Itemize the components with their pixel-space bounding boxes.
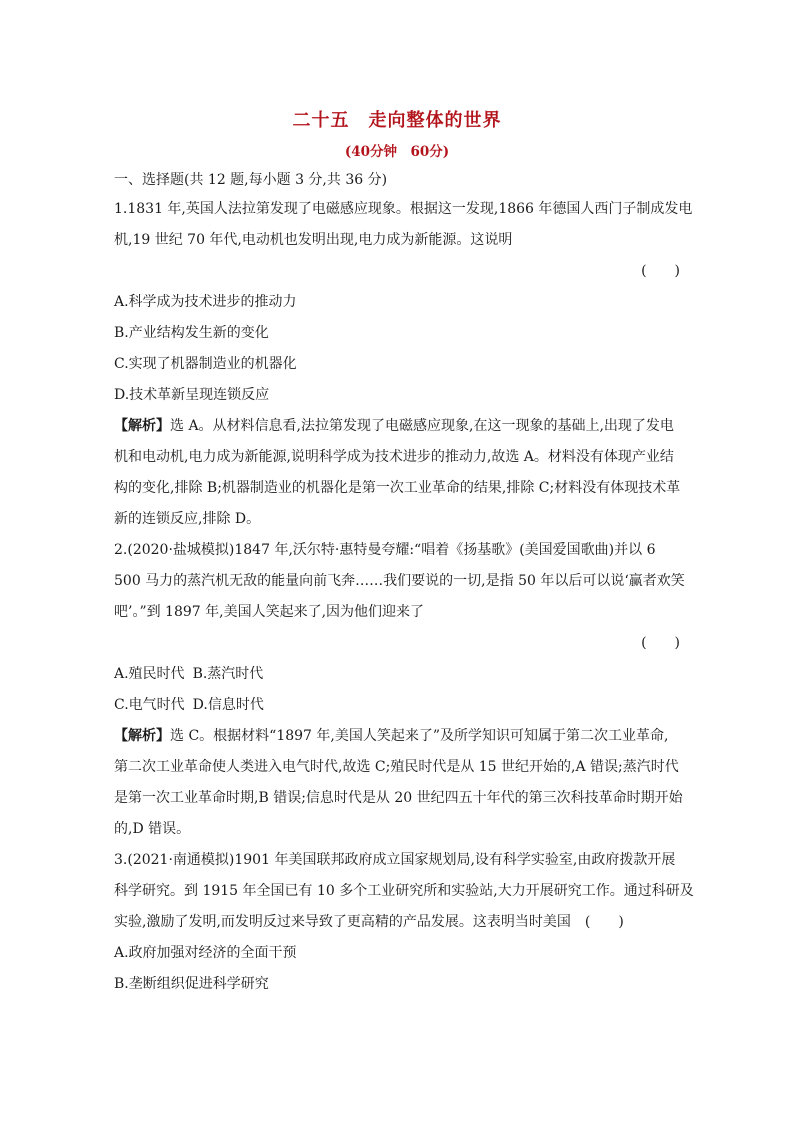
- analysis-text: 选 C。根据材料“1897 年,美国人笑起来了”及所学知识可知属于第二次工业革命,: [170, 728, 669, 744]
- question-3-option-a: A.政府加强对经济的全面干预: [114, 945, 297, 961]
- question-2-option-c: C.电气时代: [114, 697, 185, 713]
- question-3: [114, 845, 694, 1000]
- question-1-stem-line-1: 1.1831 年,英国人法拉第发现了电磁感应现象。根据这一发现,1866 年德国人西门子制成发电: [114, 201, 693, 217]
- page-subtitle: (40分钟 60分): [344, 144, 450, 160]
- question-2-option-d: D.信息时代: [192, 697, 264, 713]
- section-heading: 一、选择题(共 12 题,每小题 3 分,共 36 分): [114, 172, 388, 188]
- question-2-option-b: B.蒸汽时代: [192, 666, 264, 682]
- question-2-analysis-line-4: 的,D 错误。: [114, 821, 191, 837]
- question-2-analysis-line-2: 第二次工业革命使人类进入电气时代,故选 C;殖民时代是从 15 世纪开始的,A 错误;蒸汽时代: [114, 759, 679, 775]
- analysis-tag: 【解析】: [114, 418, 170, 434]
- question-1-option-d: D.技术革新呈现连锁反应: [114, 387, 270, 403]
- question-2-stem-line-2: 500 马力的蒸汽机无敌的能量向前飞奔……我们要说的一切,是指 50 年以后可以说‘赢者欢笑: [114, 573, 685, 589]
- question-2-options-row-2: [114, 690, 680, 721]
- question-2-options-row-1: [114, 659, 680, 690]
- question-1-analysis-line-4: 新的连锁反应,排除 D。: [114, 511, 261, 527]
- question-1-analysis-line-1: [114, 411, 680, 442]
- question-1-answer-paren: ( ): [641, 263, 680, 279]
- question-2-stem-line-3: 吧’。”到 1897 年,美国人笑起来了,因为他们迎来了: [114, 604, 425, 620]
- question-1-option-a: A.科学成为技术进步的推动力: [114, 294, 297, 310]
- question-3-stem-line-2: 科学研究。到 1915 年全国已有 10 多个工业研究所和实验站,大力开展研究工作。通过科研及: [114, 883, 694, 899]
- analysis-tag: 【解析】: [114, 728, 170, 744]
- question-2-answer-paren: ( ): [641, 635, 680, 651]
- question-3-stem-line-1: 3.(2021·南通模拟)1901 年美国联邦政府成立国家规划局,设有科学实验室,由政府拨款开展: [114, 852, 676, 868]
- question-1-analysis-line-3: 构的变化,排除 B;机器制造业的机器化是第一次工业革命的结果,排除 C;材料没有体现技术革: [114, 480, 681, 496]
- question-1-option-b: B.产业结构发生新的变化: [114, 325, 269, 341]
- question-3-stem-line-3: 实验,激励了发明,而发明反过来导致了更高精的产品发展。这表明当时美国 ( ): [114, 914, 624, 930]
- document-page: [114, 100, 694, 1000]
- question-2-analysis-line-1: [114, 721, 680, 752]
- question-3-option-b: B.垄断组织促进科学研究: [114, 976, 269, 992]
- question-1-option-c: C.实现了机器制造业的机器化: [114, 356, 297, 372]
- question-2-stem-line-1: 2.(2020·盐城模拟)1847 年,沃尔特·惠特曼夸耀:“唱着《扬基歌》(美国爱国歌曲)并以 6: [114, 542, 656, 558]
- question-1-analysis-line-2: 机和电动机,电力成为新能源,说明科学成为技术进步的推动力,故选 A。材料没有体现产业结: [114, 449, 674, 465]
- page-title: 二十五 走向整体的世界: [292, 110, 502, 131]
- question-2-option-a: A.殖民时代: [114, 666, 185, 682]
- analysis-text: 选 A。从材料信息看,法拉第发现了电磁感应现象,在这一现象的基础上,出现了发电: [170, 418, 674, 434]
- question-2: [114, 535, 685, 845]
- question-1-stem-line-2: 机,19 世纪 70 年代,电动机也发明出现,电力成为新能源。这说明: [114, 232, 513, 248]
- question-2-analysis-line-3: 是第一次工业革命时期,B 错误;信息时代是从 20 世纪四五十年代的第三次科技革命时期开始: [114, 790, 683, 806]
- question-1: [114, 194, 693, 535]
